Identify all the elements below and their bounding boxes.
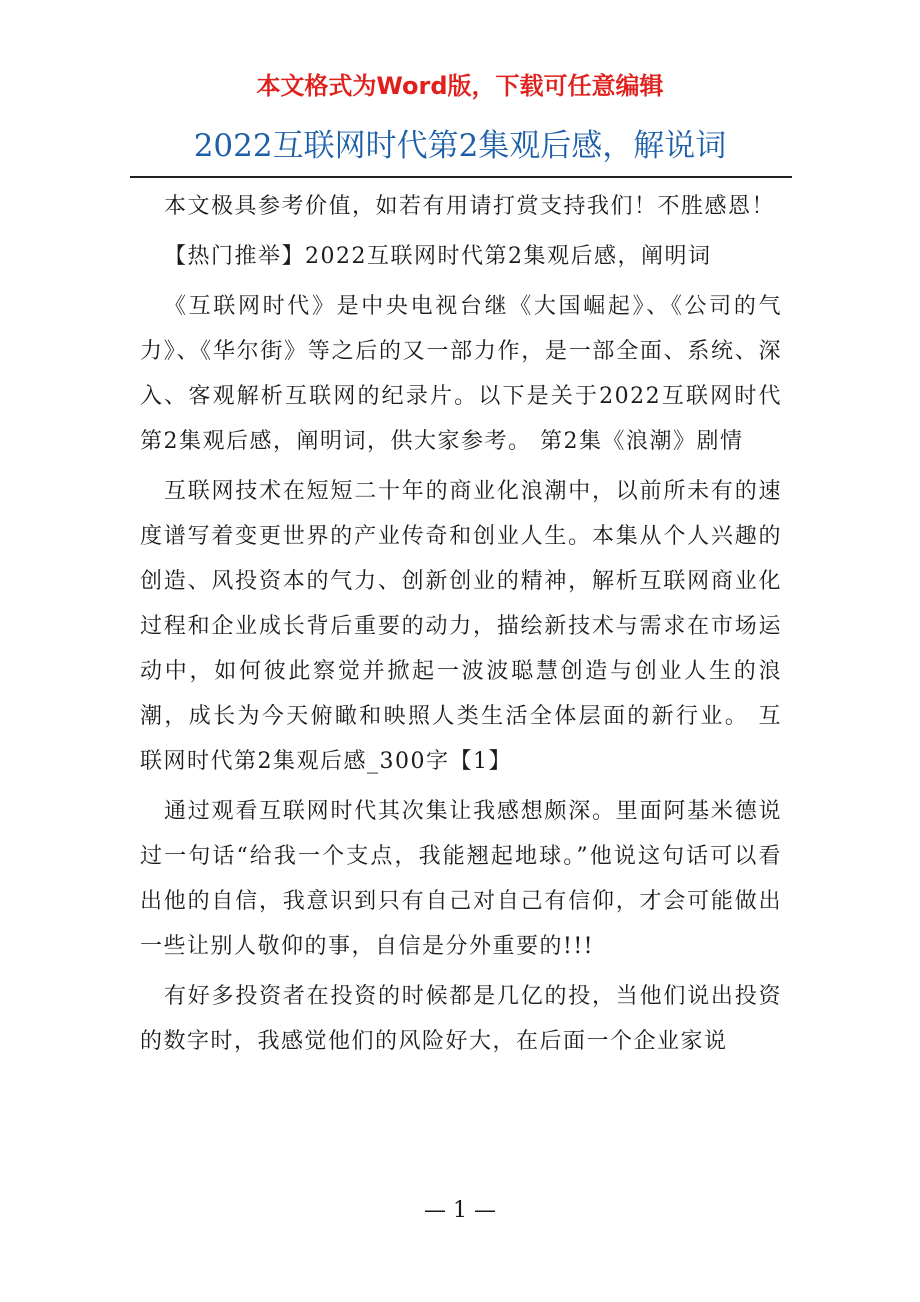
format-notice-banner: 本文格式为Word版，下载可任意编辑	[256, 72, 664, 100]
paragraph-overview: 《互联网时代》是中央电视台继《大国崛起》、《公司的气力》、《华尔街》等之后的又一部力作，是一部全面、系统、深入、客观解析互联网的纪录片。以下是关于2022互联网时代第2集观后感，阐明词，供大家参考。 第2集《浪潮》剧情	[140, 294, 782, 454]
title-divider	[130, 176, 792, 178]
paragraph-reflection-1: 通过观看互联网时代其次集让我感想颇深。里面阿基米德说过一句话“给我一个支点，我能翘起地球。”他说这句话可以看出他的自信，我意识到只有自己对自己有信仰，才会可能做出一些让别人敬仰的事，自信是分外重要的!!!	[140, 799, 782, 959]
paragraph-episode-summary: 互联网技术在短短二十年的商业化浪潮中，以前所未有的速度谱写着变更世界的产业传奇和创业人生。本集从个人兴趣的创造、风投资本的气力、创新创业的精神，解析互联网商业化过程和企业成长背后重要的动力，描绘新技术与需求在市场运动中，如何彼此察觉并掀起一波波聪慧创造与创业人生的浪潮，成长为今天俯瞰和映照人类生活全体层面的新行业。 互联网时代第2集观后感_300字【1】	[140, 479, 782, 774]
document-body	[140, 184, 782, 1069]
paragraph-recommend-heading: 【热门推举】2022互联网时代第2集观后感，阐明词	[164, 244, 712, 269]
page-number: — 1 —	[424, 1198, 496, 1223]
paragraph-intro: 本文极具参考价值，如若有用请打赏支持我们！不胜感恩！	[164, 194, 776, 219]
document-title: 2022互联网时代第2集观后感，解说词	[193, 128, 727, 164]
paragraph-reflection-2: 有好多投资者在投资的时候都是几亿的投，当他们说出投资的数字时，我感觉他们的风险好大，在后面一个企业家说	[140, 984, 782, 1054]
